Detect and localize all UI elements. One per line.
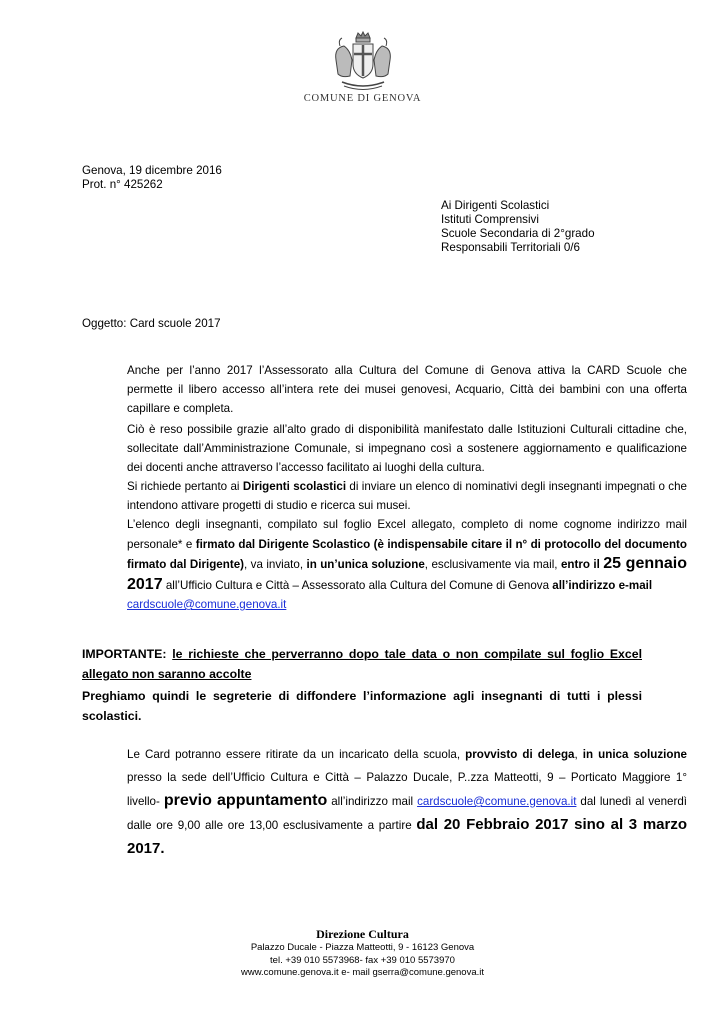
paragraph-request: Si richiede pertanto ai Dirigenti scolastici di inviare un elenco di nominativi degli insegnanti impegnati o che intendono attivare progetti di studio e ricerca sui musei. [127,480,688,512]
paragraph-submission: L’elenco degli insegnanti, compilato sul foglio Excel allegato, completo di nome cognome indirizzo mail personale* e firmato dal Dirigente Scolastico (è indispensabile citare il n° di protocollo del documento firmato dal Dirigente), va inviato, in un’unica soluzione, esclusivamente via mail, entro il 25 gennaio 2017 all’Ufficio Cultura e Città – Assessorato alla Cultura del Comune di Genova all’indirizzo e-mail cardscuole@comune.genova.it [127,518,688,611]
email-link[interactable]: cardscuole@comune.genova.it [417,795,577,808]
protocol-number: Prot. n° 425262 [82,178,163,191]
footer-address: Palazzo Ducale - Piazza Matteotti, 9 - 16123 Genova [250,942,475,953]
letter-date: Genova, 19 dicembre 2016 [82,164,222,177]
email-link[interactable]: cardscuole@comune.genova.it [127,598,287,611]
paragraph-pickup: Le Card potranno essere ritirate da un incaricato della scuola, provvisto di delega, in unica soluzione presso la sede dell’Ufficio Cultura e Città – Palazzo Ducale, P..zza Matteotti, 9 – Porticato Maggiore 1° livello- previo appuntamento all’indirizzo mail cardscuole@comune.genova.it dal lunedì al venerdì dalle ore 9,00 alle ore 13,00 esclusivamente a partire dal 20 Febbraio 2017 sino al 3 marzo 2017. [127,748,688,857]
important-notice: IMPORTANTE: le richieste che perverranno dopo tale data o non compilate sul foglio Excel allegato non saranno accolte [82,647,642,681]
footer-phone: tel. +39 010 5573968- fax +39 010 5573970 [270,954,455,966]
recipient-line: Istituti Comprensivi [441,213,539,226]
subject-line: Oggetto: Card scuole 2017 [82,317,221,330]
footer [0,926,725,980]
organization-name: COMUNE DI GENOVA [303,93,422,104]
footer-department: Direzione Cultura [316,927,409,941]
coat-of-arms-logo [328,30,398,94]
recipient-line: Ai Dirigenti Scolastici [441,199,550,212]
footer-web: www.comune.genova.it e- mail gserra@comune.genova.it [240,967,485,978]
dissemination-request: Preghiamo quindi le segreterie di diffondere l’informazione agli insegnanti di tutti i plessi scolastici. [82,689,642,723]
recipient-line: Scuole Secondaria di 2°grado [441,227,595,240]
important-label: IMPORTANTE: [82,647,167,661]
paragraph-intro: Anche per l’anno 2017 l’Assessorato alla Cultura del Comune di Genova attiva la CARD Scuole che permette il libero accesso all’intera rete dei musei genovesi, Acquario, Città dei bambini con una offerta capillare e completa. [127,364,687,415]
recipient-line: Responsabili Territoriali 0/6 [441,241,580,254]
paragraph-availability: Ciò è reso possibile grazie all’alto grado di disponibilità manifestato dalle Istituzioni Culturali cittadine che, sollecitate dall’Amministrazione Comunale, si impegnano così a sostenere aggiornamento e qualificazione dei docenti anche attraverso l’accesso facilitato ai luoghi della cultura. [127,423,687,474]
